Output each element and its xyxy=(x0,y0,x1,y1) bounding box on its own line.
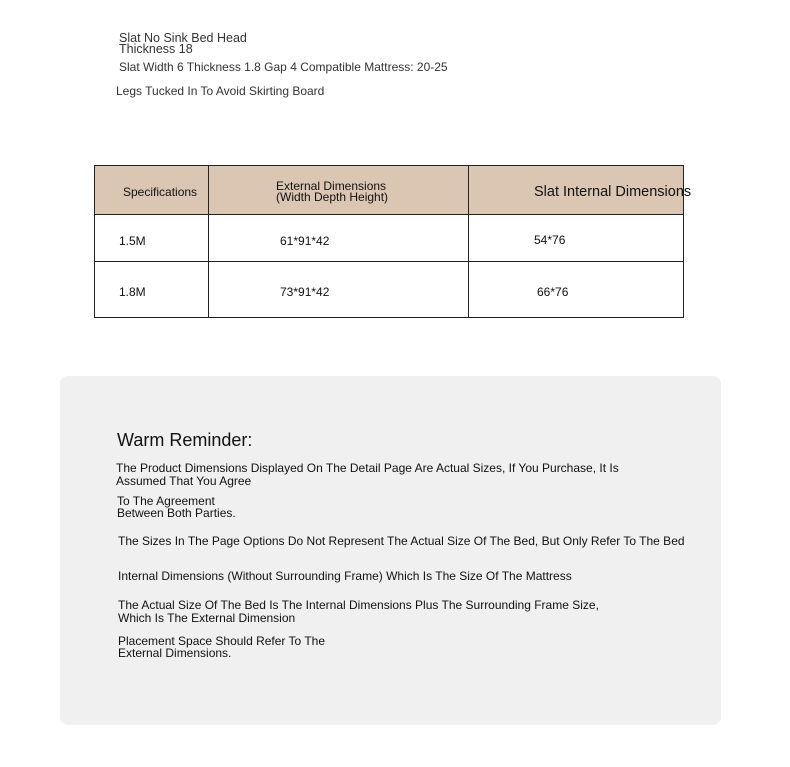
spec-table xyxy=(94,165,692,318)
row-2-internal: 66*76 xyxy=(537,285,569,299)
reminder-p2-line-1: To The Agreement xyxy=(117,494,215,508)
intro-line-4: Legs Tucked In To Avoid Skirting Board xyxy=(116,84,325,98)
reminder-p6-line-2: External Dimensions. xyxy=(118,646,232,660)
column-divider xyxy=(208,166,209,317)
header-external-line-2: (Width Depth Height) xyxy=(276,190,389,204)
reminder-p3: The Sizes In The Page Options Do Not Represent The Actual Size Of The Bed, But Only Refer To The Bed xyxy=(118,534,685,548)
header-specifications: Specifications xyxy=(123,185,198,199)
row-2-external: 73*91*42 xyxy=(280,285,330,299)
reminder-p1-line-2: Assumed That You Agree xyxy=(116,474,252,488)
row-1-spec: 1.5M xyxy=(119,234,146,248)
reminder-p1-line-1: The Product Dimensions Displayed On The Detail Page Are Actual Sizes, If You Purchase, It Is xyxy=(116,461,619,475)
header-internal: Slat Internal Dimensions xyxy=(534,184,692,200)
table-row xyxy=(95,262,683,317)
intro-line-2: Thickness 18 xyxy=(119,42,193,56)
table-row xyxy=(95,215,683,262)
reminder-title: Warm Reminder: xyxy=(117,430,253,450)
row-2-spec: 1.8M xyxy=(119,285,146,299)
header-external-line-1: External Dimensions xyxy=(276,179,387,193)
warm-reminder-box xyxy=(60,376,721,725)
intro-line-3: Slat Width 6 Thickness 1.8 Gap 4 Compatible Mattress: 20-25 xyxy=(119,60,448,74)
intro-line-1: Slat No Sink Bed Head xyxy=(119,31,247,45)
reminder-p5-line-1: The Actual Size Of The Bed Is The Internal Dimensions Plus The Surrounding Frame Size, xyxy=(118,598,599,612)
reminder-p6-line-1: Placement Space Should Refer To The xyxy=(118,634,326,648)
reminder-p2-line-2: Between Both Parties. xyxy=(117,506,236,520)
reminder-p5-line-2: Which Is The External Dimension xyxy=(118,611,296,625)
column-divider xyxy=(468,166,469,317)
row-1-external: 61*91*42 xyxy=(280,234,330,248)
reminder-p4: Internal Dimensions (Without Surrounding Frame) Which Is The Size Of The Mattress xyxy=(118,569,572,583)
row-1-internal: 54*76 xyxy=(534,233,566,247)
